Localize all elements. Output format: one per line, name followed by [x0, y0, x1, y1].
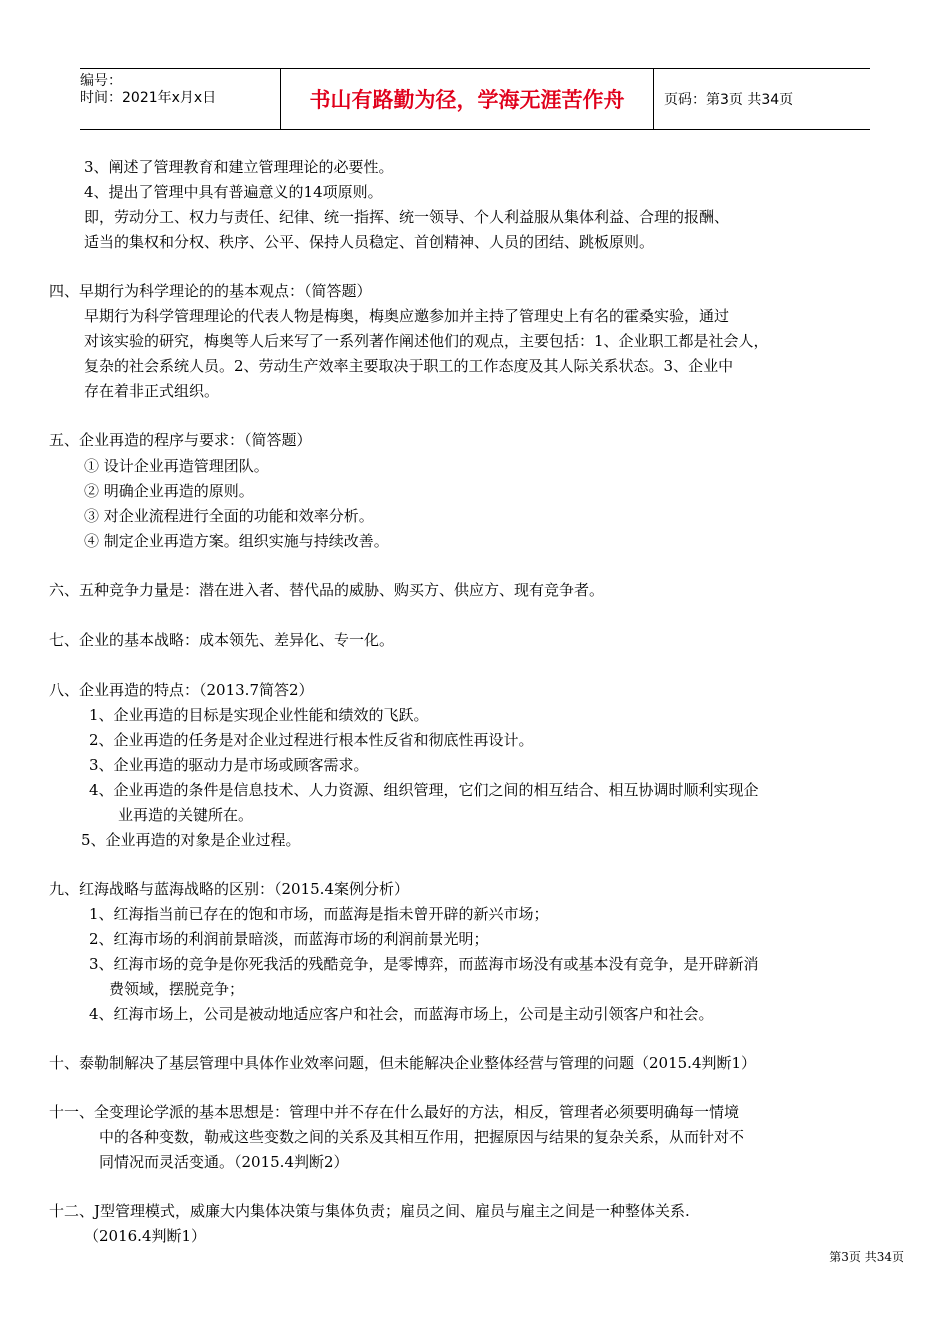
text-line: 即，劳动分工、权力与责任、纪律、统一指挥、统一领导、个人利益服从集体利益、合理的报酬、 — [84, 208, 730, 226]
text-line: 4、企业再造的条件是信息技术、人力资源、组织管理，它们之间的相互结合、相互协调时顺利实现企 — [89, 781, 759, 799]
text-line: 4、提出了管理中具有普遍意义的14项原则。 — [84, 183, 383, 201]
header-page-number: 页码：第3页 共34页 — [664, 92, 794, 108]
header-meta — [80, 69, 280, 129]
section-heading: 八、企业再造的特点：（2013.7简答2） — [49, 681, 314, 699]
document-code-label: 编号： — [80, 73, 122, 89]
text-line: 1、红海指当前已存在的饱和市场，而蓝海是指未曾开辟的新兴市场； — [89, 905, 549, 923]
section-heading: 十二、J型管理模式，威廉大内集体决策与集体负责；雇员之间、雇员与雇主之间是一种整体关系. — [49, 1202, 690, 1220]
text-line: 5、企业再造的对象是企业过程。 — [81, 831, 301, 849]
section-heading: 七、企业的基本战略：成本领先、差异化、专一化。 — [49, 631, 395, 649]
text-line: ② 明确企业再造的原则。 — [84, 482, 254, 500]
text-line: 2、红海市场的利润前景暗淡，而蓝海市场的利润前景光明； — [89, 930, 489, 948]
text-line: 中的各种变数，勒戒这些变数之间的关系及其相互作用，把握原因与结果的复杂关系，从而针对不 — [99, 1128, 745, 1146]
section-heading: 十一、全变理论学派的基本思想是：管理中并不存在什么最好的方法，相反，管理者必须要明确每一情境 — [49, 1103, 740, 1121]
text-line: ④ 制定企业再造方案。组织实施与持续改善。 — [84, 532, 389, 550]
text-line: 复杂的社会系统人员。2、劳动生产效率主要取决于职工的工作态度及其人际关系状态。3、企业中 — [84, 357, 734, 375]
text-line: 2、企业再造的任务是对企业过程进行根本性反省和彻底性再设计。 — [89, 731, 534, 749]
section-heading: 四、早期行为科学理论的的基本观点：（简答题） — [49, 282, 372, 300]
section-heading: 十、泰勒制解决了基层管理中具体作业效率问题，但未能解决企业整体经营与管理的问题（2015.4判断1） — [49, 1054, 757, 1072]
document-time-label: 时间：2021年x月x日 — [80, 90, 217, 106]
text-line: 3、企业再造的驱动力是市场或顾客需求。 — [89, 756, 369, 774]
text-line: （2016.4判断1） — [84, 1227, 207, 1245]
text-line: 同情况而灵活变通。（2015.4判断2） — [99, 1153, 349, 1171]
text-line: 3、阐述了管理教育和建立管理理论的必要性。 — [84, 158, 394, 176]
text-line: 3、红海市场的竞争是你死我活的残酷竞争，是零博弈，而蓝海市场没有或基本没有竞争，是开辟新消 — [89, 955, 759, 973]
text-line: 业再造的关键所在。 — [118, 806, 254, 824]
page-header — [80, 68, 870, 130]
text-line: 存在着非正式组织。 — [84, 382, 220, 400]
text-line: ① 设计企业再造管理团队。 — [84, 457, 269, 475]
section-heading: 五、企业再造的程序与要求：（简答题） — [49, 431, 312, 449]
section-heading: 六、五种竞争力量是：潜在进入者、替代品的威胁、购买方、供应方、现有竞争者。 — [49, 581, 605, 599]
section-heading: 九、红海战略与蓝海战略的区别：（2015.4案例分析） — [49, 880, 409, 898]
page-footer: 第3页 共34页 — [829, 1250, 904, 1264]
text-line: 适当的集权和分权、秩序、公平、保持人员稳定、首创精神、人员的团结、跳板原则。 — [84, 233, 655, 251]
header-motto: 书山有路勤为径，学海无涯苦作舟 — [280, 69, 654, 129]
text-line: 早期行为科学管理理论的代表人物是梅奥，梅奥应邀参加并主持了管理史上有名的霍桑实验，通过 — [84, 307, 730, 325]
text-line: 费领域，摆脱竞争； — [109, 980, 245, 998]
text-line: 4、红海市场上，公司是被动地适应客户和社会，而蓝海市场上，公司是主动引领客户和社会。 — [89, 1005, 714, 1023]
text-line: 1、企业再造的目标是实现企业性能和绩效的飞跃。 — [89, 706, 429, 724]
text-line: ③ 对企业流程进行全面的功能和效率分析。 — [84, 507, 374, 525]
text-line: 对该实验的研究，梅奥等人后来写了一系列著作阐述他们的观点，主要包括：1、企业职工都是社会人， — [84, 332, 769, 350]
